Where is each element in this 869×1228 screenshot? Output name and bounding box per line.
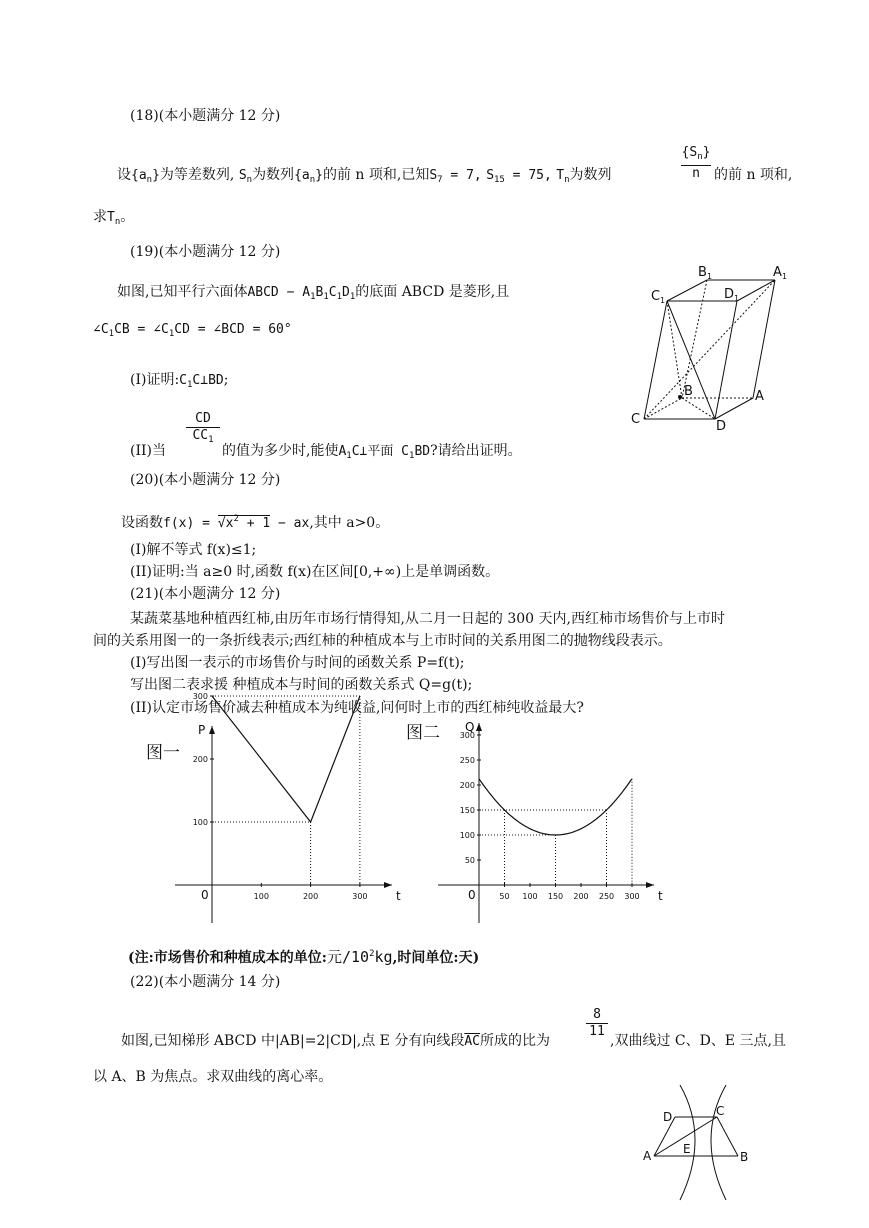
q22-line1-end: ,双曲线过 C、D、E 三点,且 xyxy=(610,1033,786,1049)
q18-line1-end: 的前 n 项和, xyxy=(714,167,793,183)
y-tick-label: 250 xyxy=(459,756,475,765)
x-tick-label: 100 xyxy=(522,892,538,901)
y-axis-arrow xyxy=(476,723,482,731)
q21-note: (注:市场售价和种植成本的单位:元$/10^2kg$,时间单位:天) xyxy=(128,948,480,966)
label-e: E xyxy=(683,1142,691,1156)
chart-title: 图二 xyxy=(406,723,440,743)
q20-part1: (I)解不等式 f(x)≤1; xyxy=(130,542,257,558)
q19-part1: (I)证明$:C_1C\perp BD$; xyxy=(130,372,229,390)
label-d: D xyxy=(716,419,727,434)
q18-heading: (18)(本小题满分 12 分) xyxy=(130,108,281,124)
q18-line2: 求$T_n$。 xyxy=(93,209,135,227)
x-tick-label: 300 xyxy=(624,892,640,901)
y-tick-label: 150 xyxy=(459,806,475,815)
edge-a1-a xyxy=(753,280,775,398)
svg-text:1: 1 xyxy=(782,272,788,281)
chart-title: 图一 xyxy=(146,743,180,763)
q21-line1: 某蔬菜基地种植西红柿,由历年市场行情得知,从二月一日起的 300 天内,西红柿市场售价与上市时 xyxy=(130,611,725,627)
svg-text:1: 1 xyxy=(707,272,713,281)
y-tick-label: 50 xyxy=(464,856,475,865)
x-axis-arrow xyxy=(646,882,654,888)
q21-part1: (I)写出图一表示的市场售价与时间的函数关系 P=f(t); xyxy=(130,655,465,671)
q21-line2: 间的关系用图一的一条折线表示;西红柿的种植成本与上市时间的关系用图二的抛物线段表示。 xyxy=(93,633,672,649)
q22-line2: 以 A、B 为焦点。求双曲线的离心率。 xyxy=(93,1069,333,1085)
label-b: B xyxy=(684,384,693,399)
edge-d-a xyxy=(715,398,753,419)
label-c1: C xyxy=(651,289,661,304)
q19-angles: $\angle C_1CB$ = $\angle C_1CD$ = ∠BCD = 60° xyxy=(93,322,292,339)
svg-text:1: 1 xyxy=(734,294,740,303)
x-axis-arrow xyxy=(384,882,392,888)
edge-b1-b xyxy=(682,280,707,398)
q19-line1: 如图,已知平行六面体ABCD − $A_1B_1C_1D_1$的底面 ABCD 是菱形,且 xyxy=(117,284,510,302)
edge-c1-d xyxy=(667,301,715,419)
y-tick-label: 200 xyxy=(459,781,475,790)
x-axis-label: t xyxy=(658,889,663,903)
label-d: D xyxy=(663,1110,673,1124)
y-tick-label: 100 xyxy=(459,831,475,840)
y-tick-label: 200 xyxy=(192,755,208,764)
q20-heading: (20)(本小题满分 12 分) xyxy=(130,472,281,488)
y-tick-label: 100 xyxy=(192,818,208,827)
q21-part2: (II)认定市场售价减去种植成本为纯收益,问何时上市的西红柿纯收益最大? xyxy=(130,700,584,716)
q20-part2: (II)证明:当 a≥0 时,函数 f(x)在区间[0,+∞)上是单调函数。 xyxy=(130,564,500,580)
label-a1: A xyxy=(773,265,782,280)
edge-c1-b1 xyxy=(667,280,707,301)
edge-a1-d1 xyxy=(737,280,775,301)
q19-heading: (19)(本小题满分 12 分) xyxy=(130,244,281,260)
edge-c1-b xyxy=(667,301,682,398)
edge-c1-c xyxy=(644,301,667,419)
x-tick-label: 50 xyxy=(499,892,510,901)
label-c: C xyxy=(631,412,641,427)
edge-d1-d xyxy=(715,301,737,419)
origin-label: 0 xyxy=(201,888,209,902)
y-tick-label: 300 xyxy=(459,731,475,740)
q22-line1: 如图,已知梯形 ABCD 中|AB|=2|CD|,点 E 分有向线段$\overline{AC}$所成的比为 xyxy=(121,1033,551,1049)
x-tick-label: 300 xyxy=(352,892,368,901)
hyperbola-figure xyxy=(640,1080,770,1205)
segment-cb xyxy=(717,1117,738,1156)
y-axis-arrow xyxy=(209,726,215,734)
chart-figure-2 xyxy=(400,718,670,926)
origin-label: 0 xyxy=(468,888,476,902)
label-d1: D xyxy=(724,287,735,302)
point-b xyxy=(678,395,682,399)
q20-line1: 设函数$f(x) = √x^2 + 1$ − ax,其中 a>0。 xyxy=(121,514,390,531)
hyperbola-right-branch xyxy=(711,1085,726,1200)
svg-text:1: 1 xyxy=(660,296,666,305)
label-b1: B xyxy=(698,265,707,280)
y-axis-label: P xyxy=(198,723,206,737)
q18-line1: 设$\{a_n\}$为等差数列, $S_n$为数列$\{a_n\}$的前 n 项和,已知$S_7 = 7$, $S_{15} = 75$, $T_n$为数列 xyxy=(117,167,612,185)
x-tick-label: 250 xyxy=(598,892,615,901)
x-tick-label: 100 xyxy=(253,892,269,901)
label-a: A xyxy=(643,1149,652,1163)
x-tick-label: 150 xyxy=(547,892,564,901)
x-axis-label: t xyxy=(396,889,401,903)
edge-b-d xyxy=(682,398,715,419)
label-b: B xyxy=(740,1150,749,1164)
q19-fraction: CD $CC_1$ xyxy=(186,412,220,447)
cost-parabola xyxy=(479,779,632,835)
edge-c-b xyxy=(644,398,682,419)
q19-part2-a: (II)当 xyxy=(130,443,166,459)
x-tick-label: 200 xyxy=(573,892,589,901)
q18-fraction: $\{S_n\}$ n xyxy=(681,145,711,181)
q22-heading: (22)(本小题满分 14 分) xyxy=(130,974,281,990)
parallelepiped-figure xyxy=(625,262,795,432)
x-tick-label: 200 xyxy=(302,892,319,901)
q21-heading: (21)(本小题满分 12 分) xyxy=(130,586,281,602)
y-tick-label: 300 xyxy=(192,692,208,701)
q19-part2-b: 的值为多少时,能使$A_1C\perp$平面 $C_1BD$?请给出证明。 xyxy=(222,443,522,461)
label-a: A xyxy=(755,389,764,404)
label-c: C xyxy=(716,1104,725,1118)
y-axis-label: Q xyxy=(465,720,475,734)
q22-fraction: 8 11 xyxy=(586,1008,608,1039)
q21-part1b: 写出图二表求援 种植成本与时间的函数关系式 Q=g(t); xyxy=(130,677,473,693)
